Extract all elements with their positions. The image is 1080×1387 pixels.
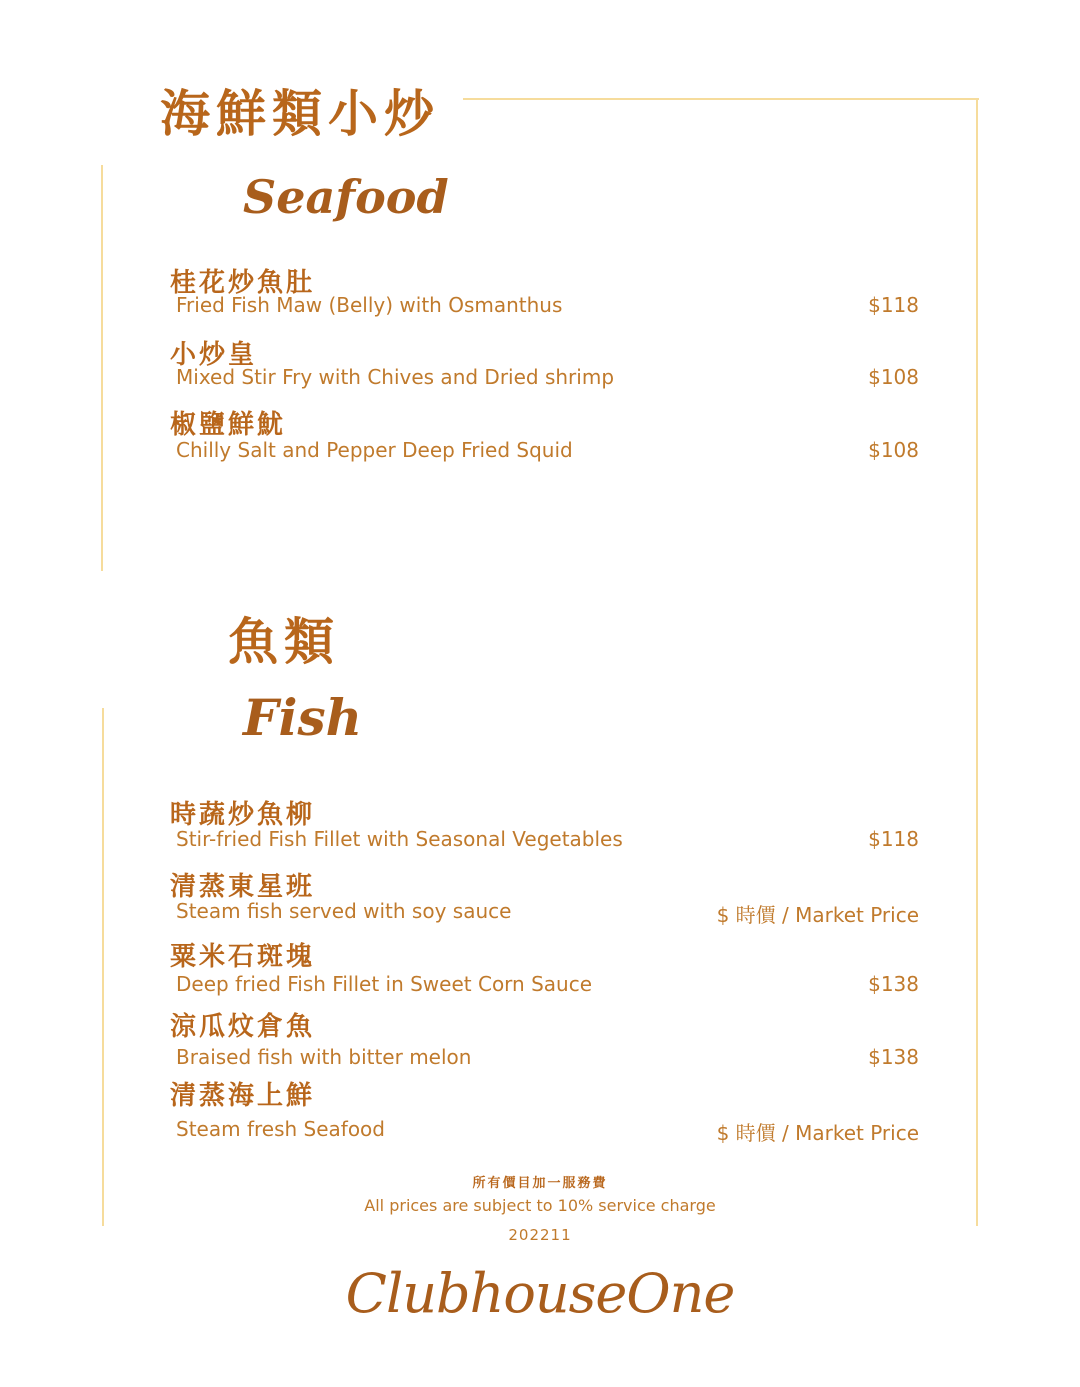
menu-item-price: $138 (868, 972, 919, 996)
menu-item-name-zh: 椒鹽鮮魷 (170, 410, 287, 440)
menu-item-price: $108 (868, 438, 919, 462)
seafood-title-zh: 海鮮類小炒 (160, 84, 440, 143)
fish-title-en: Fish (243, 688, 362, 747)
menu-version-code: 202211 (508, 1226, 572, 1244)
menu-item-name-en: Steam fresh Seafood (176, 1117, 385, 1141)
menu-item-price: $138 (868, 1045, 919, 1069)
menu-item-name-zh: 小炒皇 (170, 340, 258, 370)
menu-item-price: $ 時價 / Market Price (716, 903, 919, 927)
frame-right-line (976, 98, 978, 1226)
frame-top-line (463, 98, 979, 100)
seafood-title-en: Seafood (243, 170, 449, 224)
menu-item-price: $118 (868, 827, 919, 851)
menu-item-name-zh: 清蒸東星班 (170, 872, 316, 902)
service-charge-note-zh: 所有價目加一服務費 (472, 1176, 608, 1191)
menu-item-name-zh: 清蒸海上鮮 (170, 1081, 316, 1111)
menu-item-name-en: Mixed Stir Fry with Chives and Dried shrimp (176, 365, 615, 389)
menu-item-name-en: Steam fish served with soy sauce (176, 899, 512, 923)
menu-item-price: $108 (868, 365, 919, 389)
service-charge-note-en: All prices are subject to 10% service charge (364, 1196, 716, 1215)
menu-item-name-en: Stir-fried Fish Fillet with Seasonal Vegetables (176, 827, 623, 851)
menu-item-name-en: Fried Fish Maw (Belly) with Osmanthus (176, 293, 563, 317)
menu-item-name-zh: 時蔬炒魚柳 (170, 800, 316, 830)
menu-item-price: $118 (868, 293, 919, 317)
frame-left-line-upper (101, 165, 103, 571)
frame-left-line-lower (102, 708, 104, 1226)
menu-item-name-zh: 粟米石斑塊 (170, 942, 316, 972)
menu-item-name-en: Deep fried Fish Fillet in Sweet Corn Sauce (176, 972, 593, 996)
menu-item-name-zh: 桂花炒魚肚 (170, 268, 316, 298)
clubhouse-logo: ClubhouseOne (345, 1262, 735, 1325)
menu-item-name-en: Chilly Salt and Pepper Deep Fried Squid (176, 438, 573, 462)
menu-item-price: $ 時價 / Market Price (716, 1121, 919, 1145)
fish-title-zh: 魚類 (228, 612, 340, 671)
menu-item-name-zh: 涼瓜炆倉魚 (170, 1012, 316, 1042)
menu-item-name-en: Braised fish with bitter melon (176, 1045, 472, 1069)
